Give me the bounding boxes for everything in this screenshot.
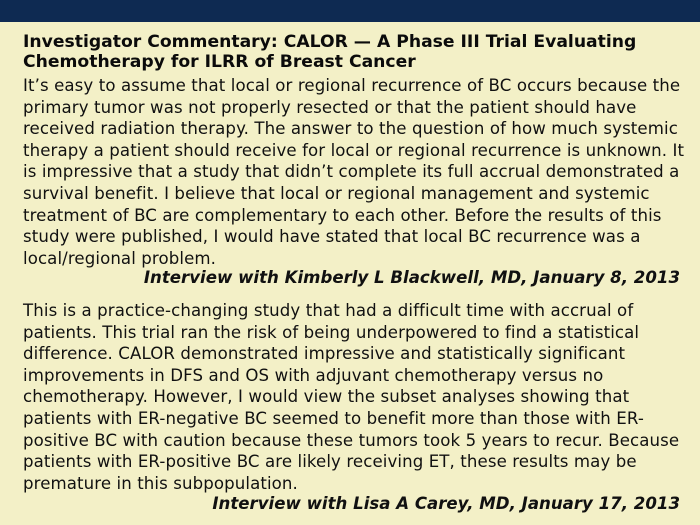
attribution-carey: Interview with Lisa A Carey, MD, January 17, 2013 bbox=[212, 494, 680, 513]
commentary-paragraph-blackwell: It’s easy to assume that local or regional recurrence of BC occurs because the primary tumor was not properly resected or that the patient should have received radiation therapy. The answer to the question of how much systemic therapy a patient should receive for local or regional recurrence is unknown. It is impressive that a study that didn’t complete its full accrual demonstrated a survival benefit. I believe that local or regional management and systemic treatment of BC are complementary to each other. Before the results of this study were published, I would have stated that local BC recurrence was a local/regional problem. bbox=[23, 76, 685, 268]
commentary-paragraph-carey: This is a practice-changing study that had a difficult time with accrual of patients. This trial ran the risk of being underpowered to find a statistical difference. CALOR demonstrated impressive and statistically significant improvements in DFS and OS with adjuvant chemotherapy versus no chemotherapy. However, I would view the subset analyses showing that patients with ER-negative BC seemed to benefit more than those with ER-positive BC with caution because these tumors took 5 years to recur. Because patients with ER-positive BC are likely receiving ET, these results may be premature in this subpopulation. bbox=[23, 301, 680, 493]
attribution-blackwell: Interview with Kimberly L Blackwell, MD, January 8, 2013 bbox=[143, 268, 680, 287]
slide-title: Investigator Commentary: CALOR — A Phase III Trial Evaluating Chemotherapy for ILRR of Breast Cancer bbox=[23, 32, 637, 72]
header-bar bbox=[0, 0, 700, 22]
